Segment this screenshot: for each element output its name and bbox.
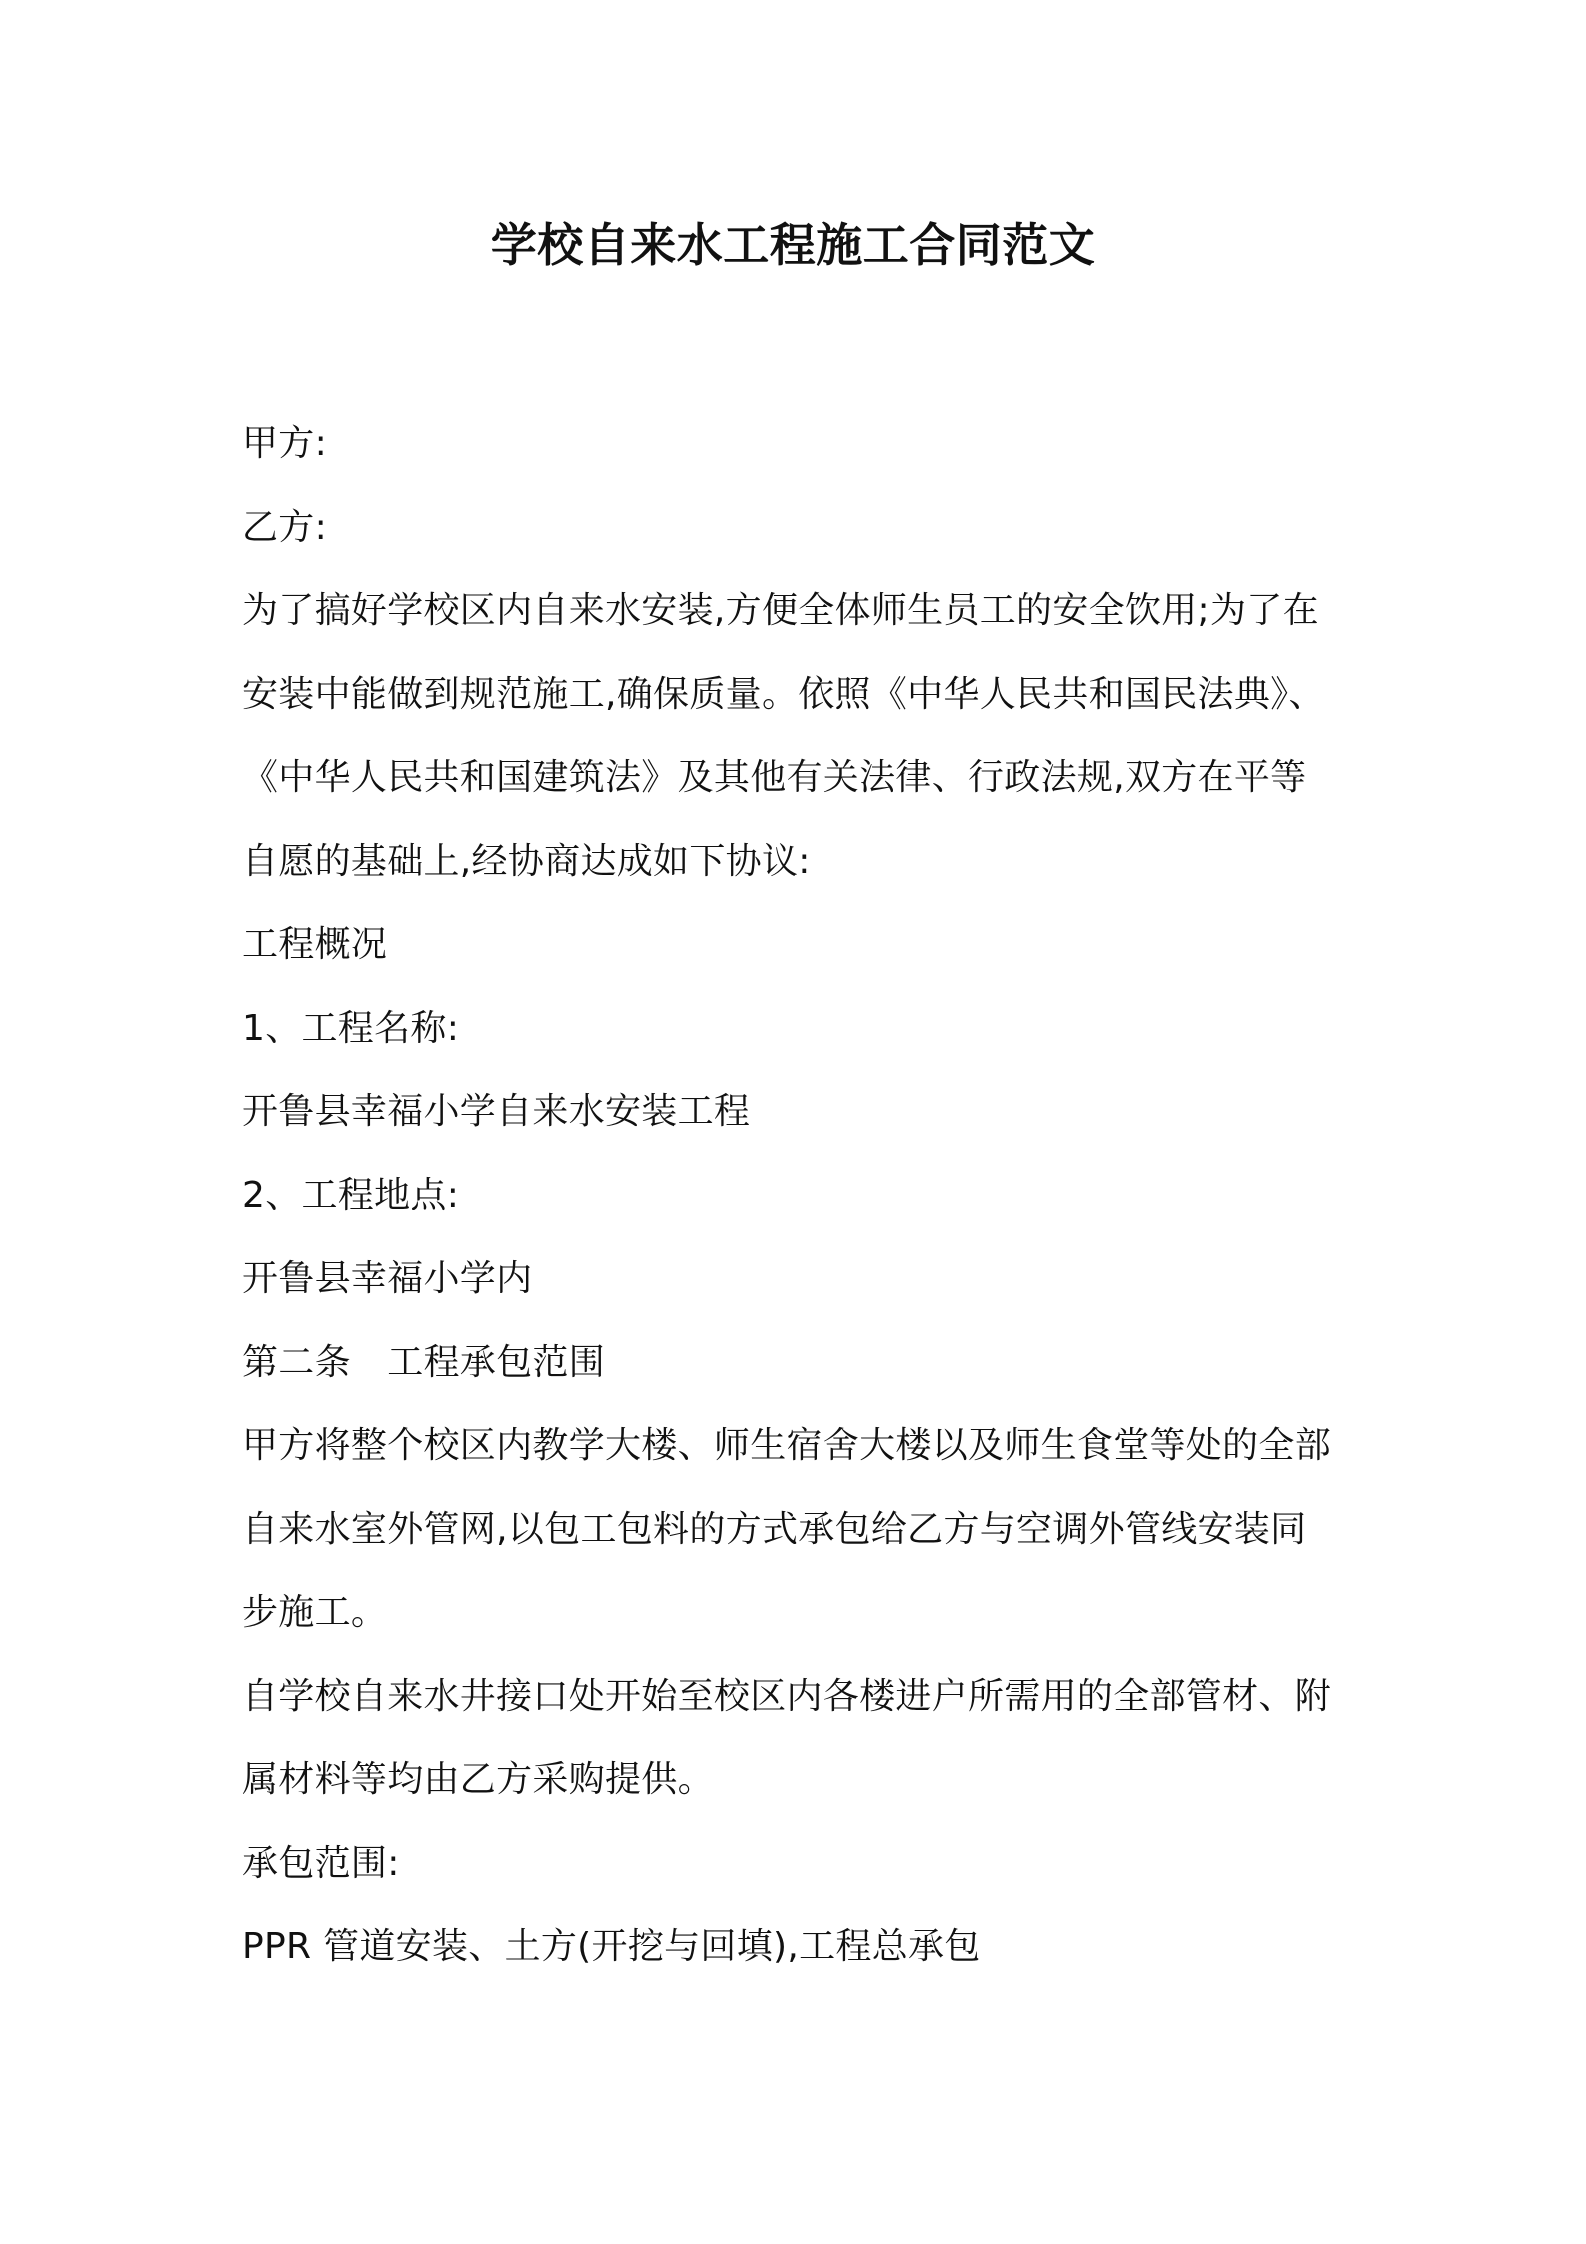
party-a-line: 甲方: [242,423,328,464]
materials-paragraph-line-1: 自学校自来水井接口处开始至校区内各楼进户所需用的全部管材、附 [242,1675,1332,1717]
preamble-line-4: 自愿的基础上,经协商达成如下协议: [242,840,811,882]
project-name-label: 1、工程名称: [242,1007,460,1049]
section-heading-overview: 工程概况 [242,924,388,965]
preamble-line-2: 安装中能做到规范施工,确保质量。依照《中华人民共和国民法典》、 [242,673,1325,715]
scope-paragraph-line-2: 自来水室外管网,以包工包料的方式承包给乙方与空调外管线安装同 [242,1508,1307,1550]
materials-paragraph-line-2: 属材料等均由乙方采购提供。 [242,1759,714,1800]
contract-scope-value: PPR 管道安装、土方(开挖与回填),工程总承包 [242,1926,981,1967]
scope-paragraph-line-3: 步施工。 [242,1592,388,1633]
article-two-heading: 第二条 工程承包范围 [242,1341,606,1383]
preamble-line-1: 为了搞好学校区内自来水安装,方便全体师生员工的安全饮用;为了在 [242,590,1319,631]
contract-scope-label: 承包范围: [242,1842,400,1884]
party-b-line: 乙方: [242,506,328,548]
project-location-value: 开鲁县幸福小学内 [242,1258,533,1299]
scope-paragraph-line-1: 甲方将整个校区内教学大楼、师生宿舍大楼以及师生食堂等处的全部 [242,1425,1332,1466]
document-body [242,402,1362,1989]
preamble-line-3: 《中华人民共和国建筑法》及其他有关法律、行政法规,双方在平等 [242,757,1307,798]
project-location-label: 2、工程地点: [242,1174,460,1216]
document-title: 学校自来水工程施工合同范文 [490,218,1096,272]
project-name-value: 开鲁县幸福小学自来水安装工程 [242,1091,751,1132]
